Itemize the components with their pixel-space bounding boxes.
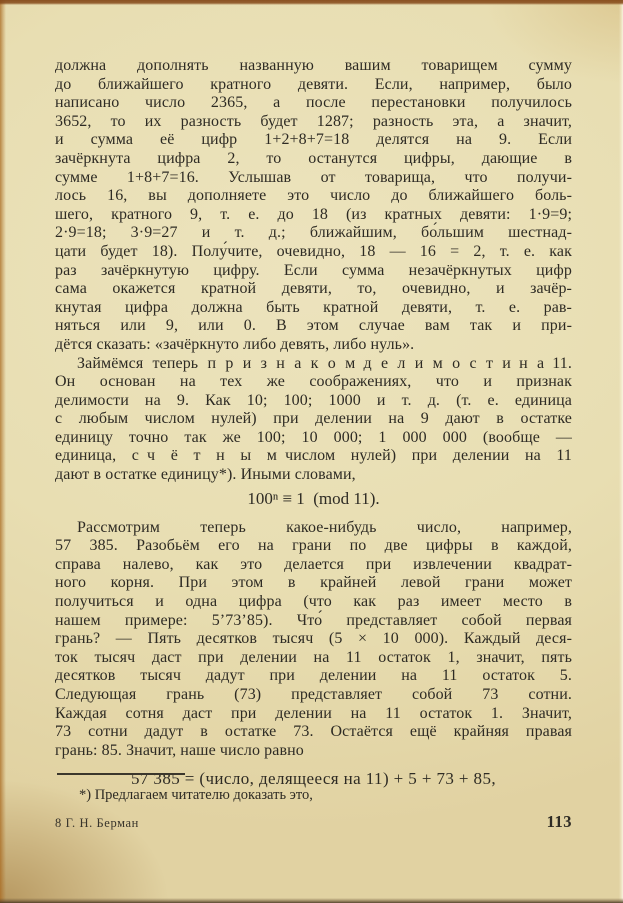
text-line: написано число 2365, а после перестановки получилось: [55, 94, 572, 112]
printer-signature: 8 Г. Н. Берман: [55, 816, 139, 830]
text-line: Следующая грань (73) представляет собой 73 сотни.: [55, 686, 572, 703]
text-line: Рассмотрим теперь какое-нибудь число, например,: [77, 518, 572, 536]
text-line: 57 385. Разобьём его на грани по две цифры в каждой,: [55, 537, 572, 555]
text-line: зачёркнута цифра 2, то останутся цифры, дающие в: [55, 149, 572, 167]
text-line: раз зачёркнутую цифру. Если сумма незачёркнутых цифр: [55, 261, 572, 279]
text-line: Каждая сотня даст при делении на 11 остаток 1. Значит,: [55, 704, 572, 722]
text-line: единица, с ч ё т н ы м числом нулей) при делении на 11: [55, 447, 572, 465]
text-line: ток тысяч даст при делении на 11 остаток 1, значит, пять: [55, 648, 572, 666]
footnote-text: *) Предлагаем читателю доказать это,: [79, 787, 313, 803]
text-line: дётся сказать: «зачёркнуто либо девять, либо нуль».: [55, 335, 415, 353]
decomposition-equation: 57 385 = (число, делящееся на 11) + 5 + 73 + 85,: [130, 769, 497, 789]
text-line: и сумма её цифр 1+2+8+7=18 делятся на 9. Если: [55, 131, 572, 149]
congruence-formula: 100ⁿ ≡ 1 (mod 11).: [247, 488, 380, 508]
text-line: единицу точно так же 100; 10 000; 1 000 000 (вообще —: [55, 428, 572, 446]
text-line: шего, кратного 9, т. е. до 18 (из кратных девяти: 1·9=9;: [55, 205, 572, 223]
text-line: 2·9=18; 3·9=27 и т. д.; ближайшим, бо́льшим шестнад-: [55, 224, 572, 242]
text-line: дают в остатке единицу*). Иными словами,: [55, 466, 356, 484]
text-line: должна дополнять названную вашим товарищем сумму: [55, 57, 572, 74]
text-line: Займёмся теперь п р и з н а к о м д е л и м о с т и н а 11.: [77, 354, 572, 372]
paragraph: [55, 355, 572, 485]
text-line: кнутая цифра должна быть кратной девяти, т. е. рав-: [55, 298, 572, 316]
text-line: лось 16, вы дополняете это число до ближайшего боль-: [55, 187, 572, 205]
paragraph: [55, 57, 572, 355]
text-line: 3652, то их разность будет 1287; разность эта, а значит,: [55, 112, 572, 130]
text-line: получиться и одна цифра (что как раз имеет место в: [55, 593, 572, 611]
paragraph: [55, 519, 572, 761]
text-line: Он основан на тех же соображениях, что и признак: [55, 373, 572, 391]
footnote-rule: [57, 773, 185, 775]
text-line: грань: 85. Значит, наше число равно: [55, 741, 304, 759]
text-line: делимости на 9. Как 10; 100; 1000 и т. д. (т. е. единица: [55, 391, 572, 409]
page-number: 113: [546, 812, 572, 831]
text-line: нашем примере: 5’73’85). Что́ представляет собой первая: [55, 611, 572, 629]
text-line: с любым числом нулей) при делении на 9 дают в остатке: [55, 410, 572, 428]
text-line: до ближайшего кратного девяти. Если, например, было: [55, 75, 572, 93]
text-line: сама окажется кратной девяти, то, очевидно, и зачёр-: [55, 280, 572, 298]
page-footer: [55, 812, 572, 832]
text-line: десятков тысяч дадут при делении на 11 остаток 5.: [55, 667, 572, 685]
text-column: [55, 57, 572, 790]
text-line: справа налево, как это делается при извлечении квадрат-: [55, 555, 572, 573]
text-line: грань? — Пять десятков тысяч (5 × 10 000). Каждый деся-: [55, 630, 572, 648]
text-line: 73 сотни дадут в остатке 73. Остаётся ещё крайняя правая: [55, 723, 572, 741]
text-line: цати будет 18). Полу́чите, очевидно, 18 — 16 = 2, т. е. как: [55, 242, 572, 260]
text-line: ного корня. При этом в крайней левой грани может: [55, 574, 572, 592]
text-line: сумме 1+8+7=16. Услышав от товарища, что получи-: [55, 168, 572, 186]
text-line: няться или 9, или 0. В этом случае вам так и при-: [55, 317, 572, 335]
